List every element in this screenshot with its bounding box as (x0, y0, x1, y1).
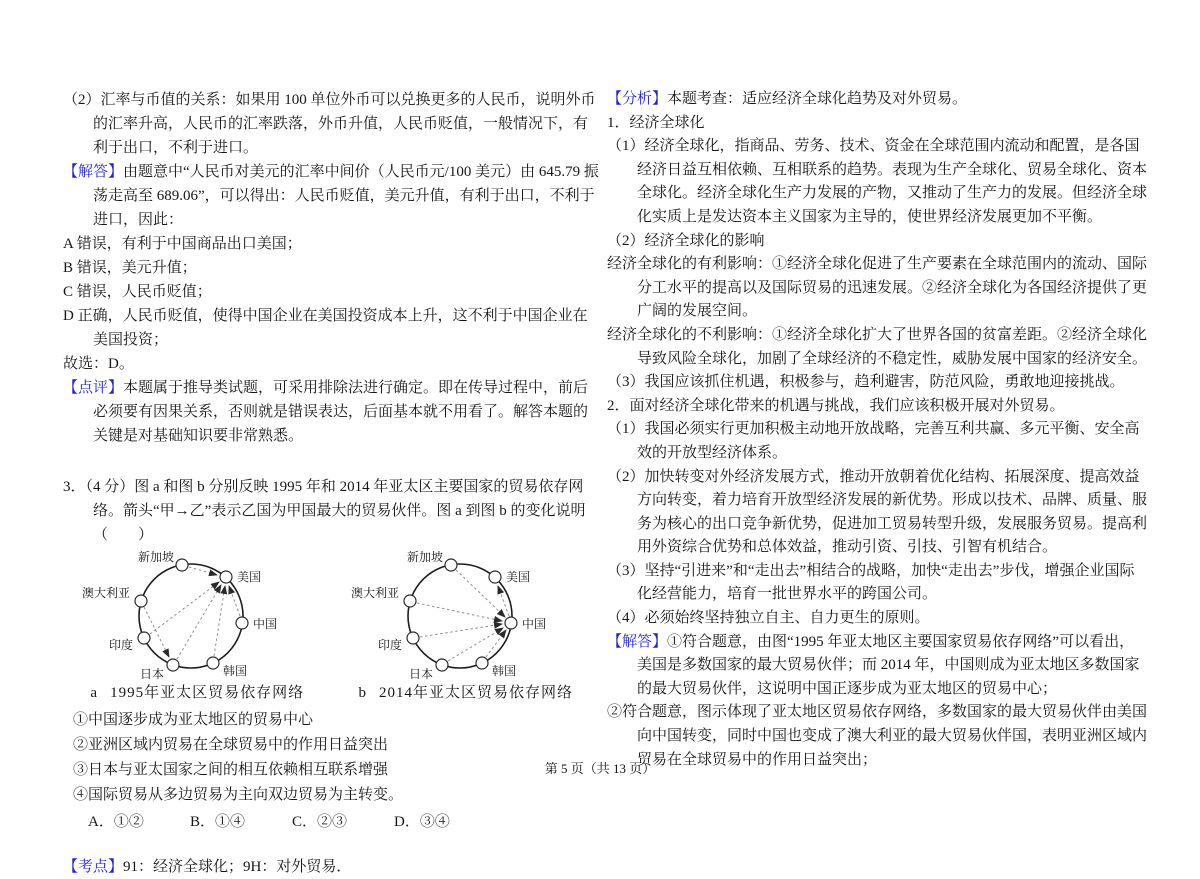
node-japan (167, 659, 179, 671)
node-china (236, 617, 248, 629)
label-china: 中国 (253, 617, 278, 631)
answer-line-b: B 错误，美元升值； (63, 260, 197, 276)
node-australia (135, 595, 147, 607)
option-d: D．③④ (394, 814, 450, 830)
jieda-tag: 【解答】 (607, 633, 668, 650)
analysis-item: 1．经济全球化 (607, 114, 705, 131)
paragraph-text: ①符合题意，由图“1995 年亚太地区主要国家贸易依存网络”可以看出，美国是多数国家的最大贸易伙伴；而 2014 年，中国则成为亚太地区多数国家的最大贸易伙伴，这说明中国正逐步成为亚太地区的贸易中心； (637, 633, 1140, 697)
jieda-tag: 【解答】 (63, 164, 124, 180)
label-singapore: 新加坡 (138, 550, 175, 564)
figure-b-2014 (332, 550, 601, 704)
answer-line-choice: 故选：D。 (63, 356, 134, 372)
page-number: 第 5 页（共 13 页） (544, 761, 656, 776)
figure-a-caption (63, 682, 332, 704)
node-korea (207, 657, 219, 669)
paragraph-dianping (63, 376, 600, 448)
analysis-item: （1）经济全球化，指商品、劳务、技术、资金在全球范围内流动和配置，是各国经济日益互相依赖、互相联系的趋势。表现为生产全球化、贸易全球化、资本全球化。经济全球化生产力发展的产物，又推动了生产力的发展。但经济全球化实质上是发达资本主义国家为主导的，使世界经济发展更加不平衡。 (607, 138, 1148, 225)
statement-4: ④国际贸易从多边贸易为主向双边贸易为主转变。 (73, 787, 404, 803)
node-china (505, 617, 517, 629)
figure-b-letter: b (358, 685, 367, 701)
paragraph-text: 由题意中“人民币对美元的汇率中间价（人民币元/100 美元）由 645.79 振荡走高至 689.06”，可以得出：人民币贬值，美元升值，有利于出口，不利于进口，因此： (93, 164, 599, 228)
paragraph-jieda-q2 (63, 160, 600, 232)
statement-1: ①中国逐步成为亚太地区的贸易中心 (73, 712, 314, 728)
edge-india-usa (150, 582, 219, 634)
paragraph-text: （2）汇率与币值的关系：如果用 100 单位外币可以兑换更多的人民币，说明外币的汇率升高，人民币的汇率跌落，外币升值，人民币贬值，一般情况下，有利于出口，不利于进口。 (63, 92, 596, 156)
label-japan: 日本 (140, 667, 165, 681)
kaodian-tag: 【考点】 (63, 859, 124, 875)
analysis-item: 2．面对经济全球化带来的机遇与挑战，我们应该积极开展对外贸易。 (607, 397, 1065, 414)
analysis-item: 经济全球化的不利影响：①经济全球化扩大了世界各国的贫富差距。②经济全球化导致风险全球化，加剧了全球经济的不稳定性，威胁发展中国家的经济安全。 (607, 326, 1148, 367)
question-3-options (63, 810, 600, 834)
option-c: C．②③ (292, 814, 348, 830)
analysis-item: （2）加快转变对外经济发展方式，推动开放朝着优化结构、拓展深度、提高效益方向转变，着力培育开放型经济发展的新优势。形成以技术、品牌、质量、服务为核心的出口竞争新优势，促进加工贸易转型升级，发展服务贸易。提高利用外资综合优势和总体效益，推动引资、引技、引智有机结合。 (607, 468, 1148, 556)
figure-b-caption-text: 2014年亚太区贸易依存网络 (378, 685, 573, 701)
node-singapore (445, 559, 457, 571)
answer-line-c: C 错误，人民币贬值； (63, 284, 212, 300)
paragraph-exchange-rate (63, 88, 600, 160)
answer-line-a: A 错误，有利于中国商品出口美国； (63, 236, 302, 252)
paragraph-text: 本题考查：适应经济全球化趋势及对外贸易。 (667, 91, 968, 107)
trade-network-1995-diagram (66, 550, 328, 682)
paragraph-text: 91：经济全球化；9H：对外贸易． (123, 859, 352, 875)
paragraph-text: 本题属于推导类试题，可采用排除法进行确定。即在传导过程中，前后必须要有因果关系，否则就是错误表达，后面基本就不用看了。解答本题的关键是对基础知识要非常熟悉。 (93, 380, 589, 444)
paragraph-kaodian (63, 855, 600, 879)
node-singapore (176, 559, 188, 571)
label-singapore: 新加坡 (406, 550, 443, 564)
label-korea: 韩国 (491, 664, 516, 678)
node-india (138, 632, 150, 644)
dianping-tag: 【点评】 (63, 380, 124, 396)
paragraph-fenxi (607, 88, 1147, 112)
edge-china-usa (229, 586, 240, 616)
statement-3: ③日本与亚太国家之间的相互依赖相互联系增强 (73, 762, 389, 778)
analysis-item: 经济全球化的有利影响：①经济全球化促进了生产要素在全球范围内的流动、国际分工水平的提高以及国际贸易的迅速发展。②经济全球化为各国经济提供了更广阔的发展空间。 (607, 256, 1148, 320)
edge-korea-usa (214, 586, 225, 656)
node-india (407, 632, 419, 644)
paragraph-jieda-q3 (607, 631, 1147, 702)
analysis-item: （2）经济全球化的影响 (607, 232, 765, 249)
question-3-stem (63, 475, 600, 547)
figure-a-1995 (63, 550, 332, 704)
label-china: 中国 (521, 617, 546, 631)
label-usa: 美国 (505, 570, 530, 584)
node-usa (489, 571, 501, 583)
figure-a-caption-text: 1995年亚太区贸易依存网络 (110, 685, 305, 701)
paragraph-text: 3．（4 分）图 a 和图 b 分别反映 1995 年和 2014 年亚太区主要国家的贸易依存网络。箭头“甲→乙”表示乙国为甲国最大的贸易伙伴。图 a 到图 b 的变化说明（ ） (63, 479, 586, 543)
option-b: B．①④ (190, 814, 246, 830)
node-korea (476, 657, 488, 669)
edge-china-usa (498, 586, 509, 616)
edge-japan-china (448, 628, 503, 661)
option-a: A．①② (88, 814, 144, 830)
figure-a-letter: a (90, 685, 99, 701)
analysis-item: （1）我国必须实行更加积极主动地开放战略，完善互利共赢、多元平衡、安全高效的开放型经济体系。 (607, 421, 1140, 461)
analysis-item: （3）我国应该抓住机遇，积极参与，趋利避害，防范风险，勇敢地迎接挑战。 (607, 374, 1125, 391)
edge-india-china (420, 624, 502, 637)
label-india: 印度 (109, 638, 134, 652)
statement-2: ②亚洲区域内贸易在全球贸易中的作用日益突出 (73, 737, 389, 753)
label-australia: 澳大利亚 (350, 586, 399, 600)
label-japan: 日本 (408, 667, 433, 681)
trade-network-figures (63, 550, 600, 704)
answer-line-d: D 正确，人民币贬值，使得中国企业在美国投资成本上升，这不利于中国企业在美国投资； (63, 308, 588, 348)
edge-australia-japan (144, 607, 169, 657)
node-usa (220, 571, 232, 583)
fenxi-tag: 【分析】 (607, 91, 668, 107)
analysis-item: （4）必须始终坚持独立自主、自力更生的原则。 (607, 610, 930, 627)
node-australia (404, 595, 416, 607)
analysis-item: （3）坚持“引进来”和“走出去”相结合的战略，加快“走出去”步伐，增强企业国际化经营能力，培育一批世界水平的跨国公司。 (607, 562, 1135, 603)
right-column (607, 88, 1147, 772)
trade-network-2014-diagram (335, 550, 597, 682)
label-india: 印度 (377, 638, 402, 652)
edge-australia-china (417, 603, 502, 621)
edge-japan-usa (177, 585, 221, 659)
paragraph-text: ②符合题意，图示体现了亚太地区贸易依存网络，多数国家的最大贸易伙伴由美国向中国转变，同时中国也变成了澳大利亚的最大贸易伙伴国，表明亚洲区域内贸易在全球贸易中的作用日益突出； (607, 704, 1148, 768)
label-korea: 韩国 (223, 664, 248, 678)
label-australia: 澳大利亚 (82, 586, 131, 600)
node-japan (436, 659, 448, 671)
label-usa: 美国 (237, 570, 262, 584)
figure-b-caption (332, 682, 601, 704)
